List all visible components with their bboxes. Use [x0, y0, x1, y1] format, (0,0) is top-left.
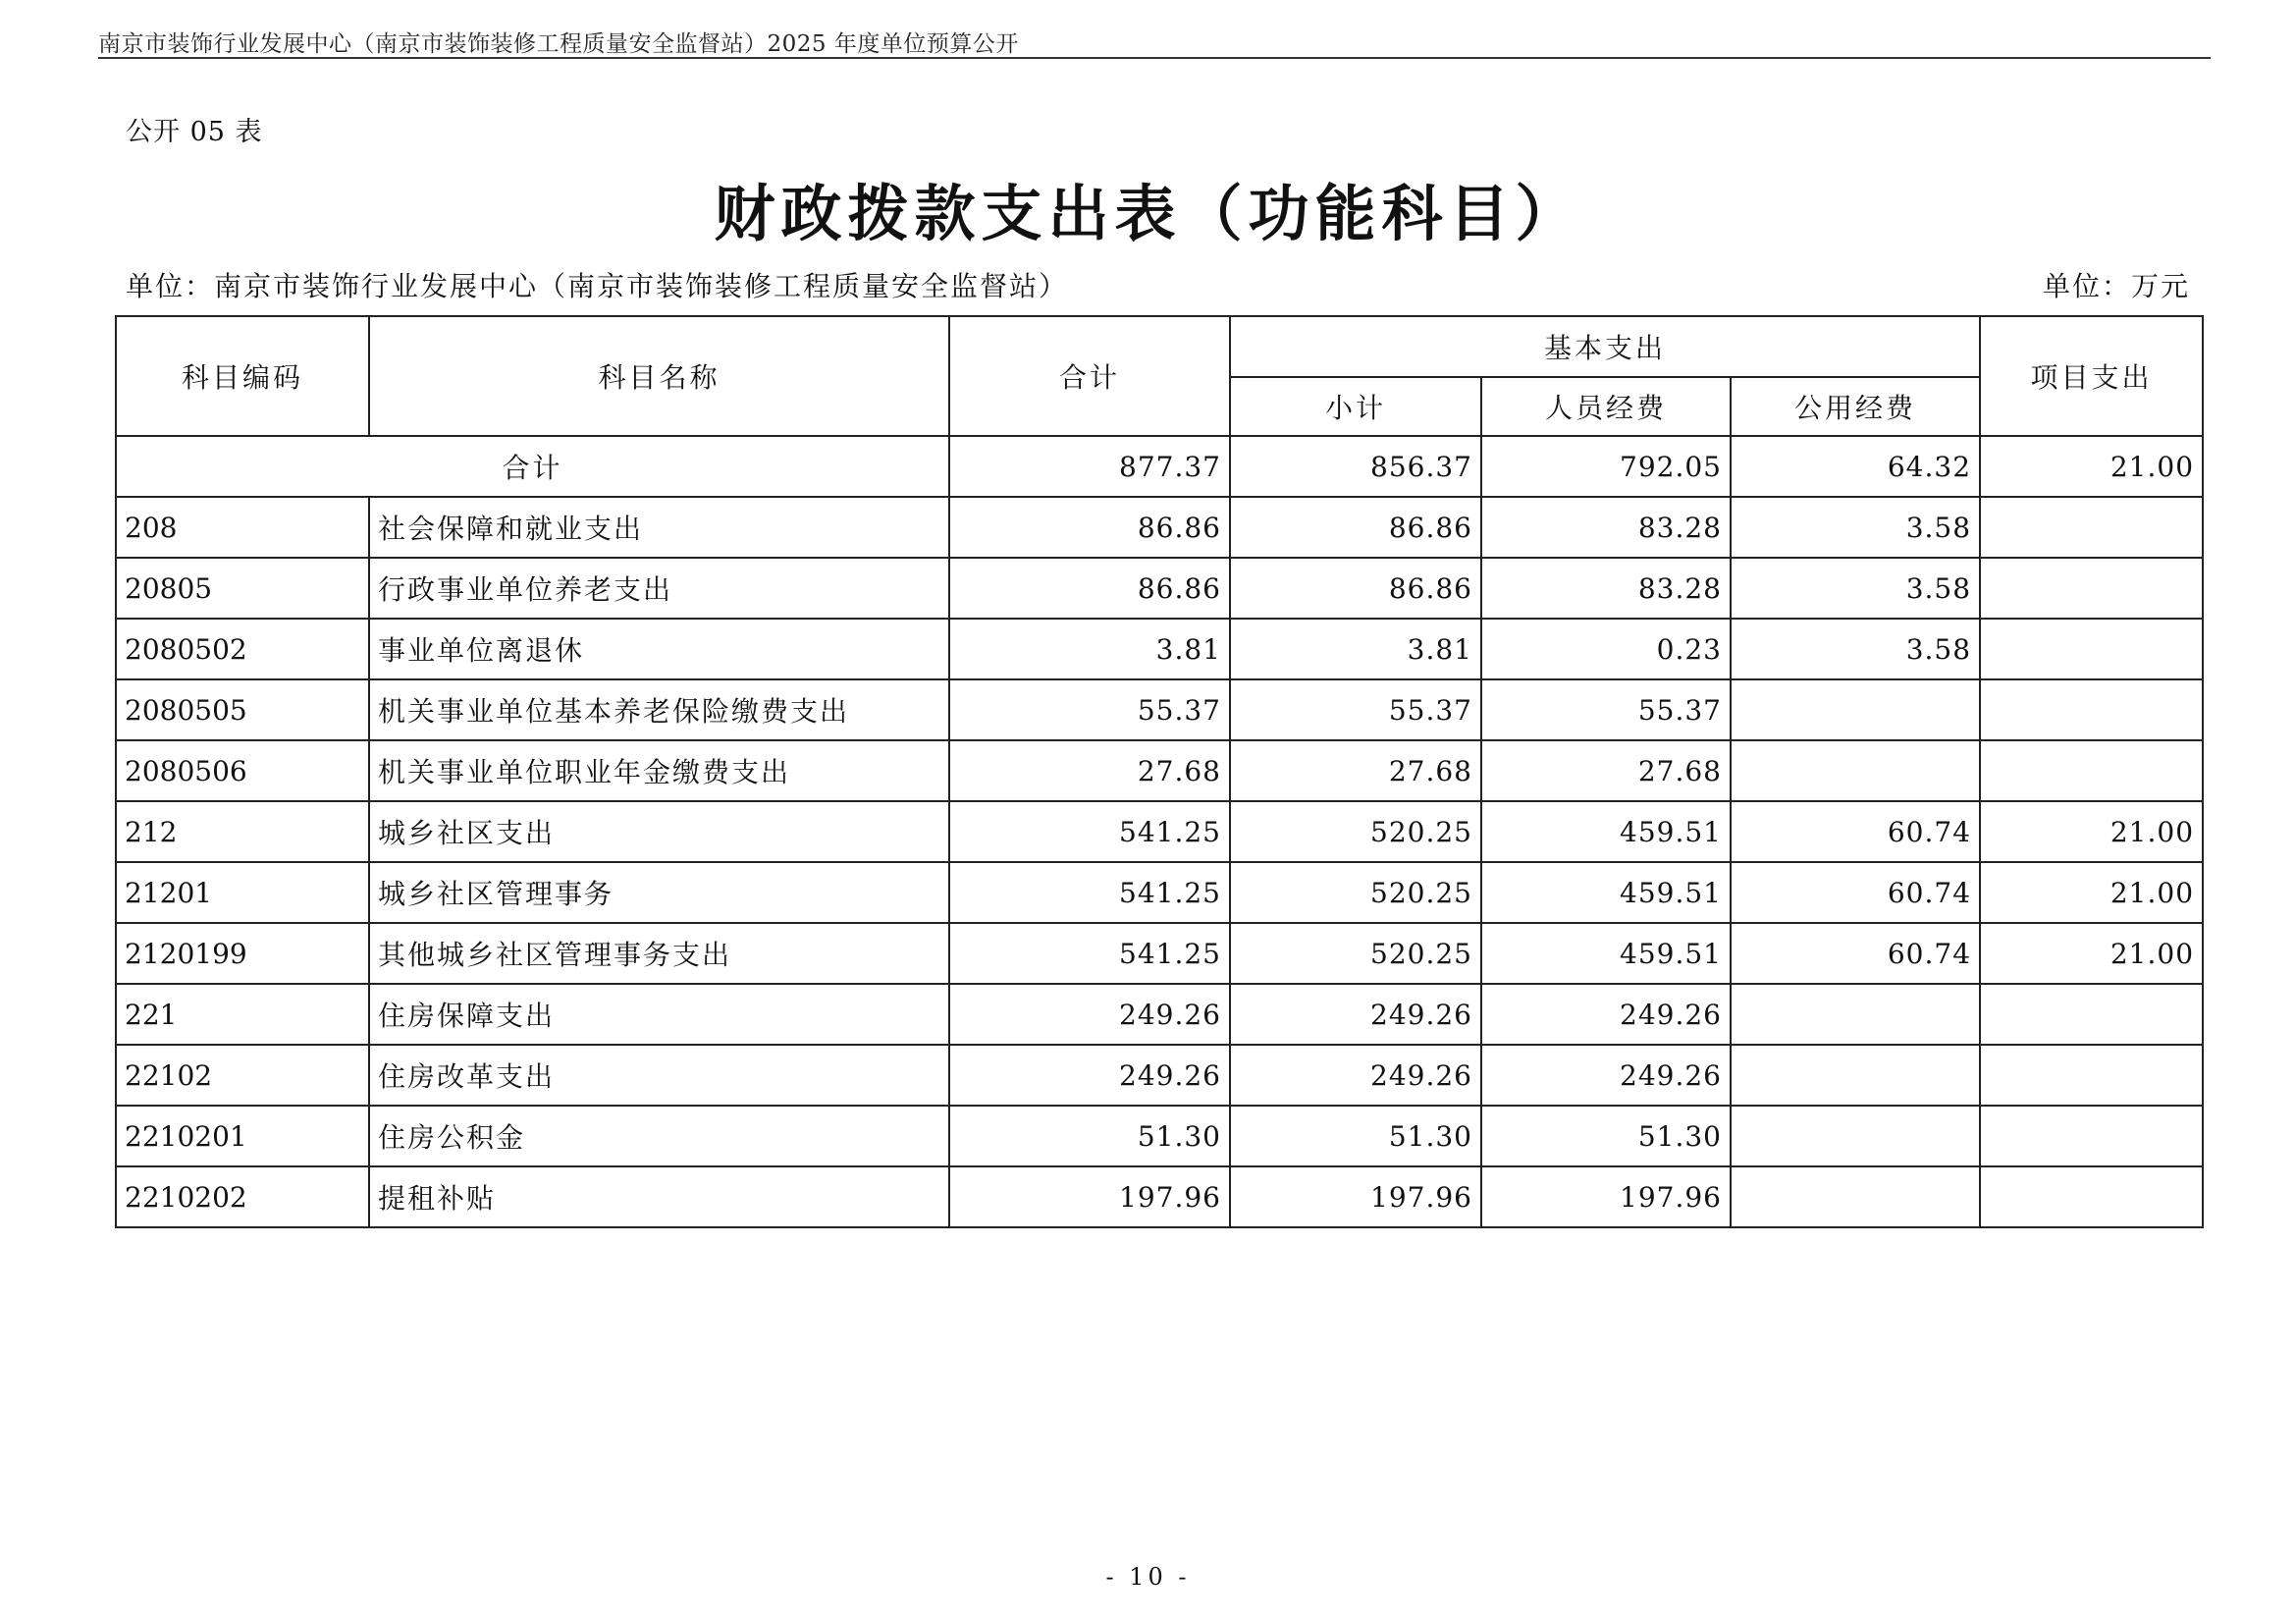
cell-subtotal: 55.37 — [1230, 679, 1481, 740]
cell-total: 541.25 — [949, 923, 1230, 984]
cell-subtotal: 86.86 — [1230, 497, 1481, 558]
cell-public — [1731, 1106, 1980, 1166]
running-header: 南京市装饰行业发展中心（南京市装饰装修工程质量安全监督站）2025 年度单位预算公开 — [98, 31, 1019, 57]
expenditure-table — [115, 315, 2204, 1228]
table-row — [116, 984, 2203, 1045]
total-personnel: 792.05 — [1481, 436, 1731, 497]
cell-name: 住房保障支出 — [369, 984, 949, 1045]
cell-subtotal: 51.30 — [1230, 1106, 1481, 1166]
cell-public — [1731, 1166, 1980, 1227]
col-header-code: 科目编码 — [116, 316, 369, 436]
total-public: 64.32 — [1731, 436, 1980, 497]
cell-subtotal: 249.26 — [1230, 984, 1481, 1045]
cell-name: 住房公积金 — [369, 1106, 949, 1166]
cell-public: 60.74 — [1731, 801, 1980, 862]
cell-project — [1980, 1166, 2203, 1227]
cell-name: 城乡社区支出 — [369, 801, 949, 862]
cell-code: 2210202 — [116, 1166, 369, 1227]
cell-name: 机关事业单位基本养老保险缴费支出 — [369, 679, 949, 740]
cell-project — [1980, 984, 2203, 1045]
cell-code: 21201 — [116, 862, 369, 923]
cell-public — [1731, 740, 1980, 801]
cell-total: 541.25 — [949, 862, 1230, 923]
total-subtotal: 856.37 — [1230, 436, 1481, 497]
cell-subtotal: 520.25 — [1230, 862, 1481, 923]
cell-subtotal: 520.25 — [1230, 801, 1481, 862]
col-header-project: 项目支出 — [1980, 316, 2203, 436]
cell-total: 55.37 — [949, 679, 1230, 740]
cell-project — [1980, 497, 2203, 558]
table-row — [116, 1045, 2203, 1106]
cell-subtotal: 27.68 — [1230, 740, 1481, 801]
table-row — [116, 740, 2203, 801]
cell-total: 86.86 — [949, 558, 1230, 619]
cell-name: 城乡社区管理事务 — [369, 862, 949, 923]
cell-project — [1980, 740, 2203, 801]
total-row — [116, 436, 2203, 497]
table-row — [116, 558, 2203, 619]
cell-personnel: 55.37 — [1481, 679, 1731, 740]
cell-name: 事业单位离退休 — [369, 619, 949, 679]
cell-total: 541.25 — [949, 801, 1230, 862]
cell-code: 221 — [116, 984, 369, 1045]
cell-code: 2080506 — [116, 740, 369, 801]
table-number: 公开 05 表 — [126, 117, 263, 147]
cell-name: 机关事业单位职业年金缴费支出 — [369, 740, 949, 801]
cell-subtotal: 520.25 — [1230, 923, 1481, 984]
col-header-total: 合计 — [949, 316, 1230, 436]
cell-personnel: 51.30 — [1481, 1106, 1731, 1166]
unit-currency: 单位：万元 — [2042, 270, 2190, 302]
cell-name: 住房改革支出 — [369, 1045, 949, 1106]
cell-public: 3.58 — [1731, 558, 1980, 619]
cell-code: 2080505 — [116, 679, 369, 740]
cell-total: 249.26 — [949, 1045, 1230, 1106]
cell-name: 其他城乡社区管理事务支出 — [369, 923, 949, 984]
cell-personnel: 27.68 — [1481, 740, 1731, 801]
header-divider — [98, 57, 2211, 59]
table-row — [116, 679, 2203, 740]
total-label: 合计 — [116, 436, 949, 497]
cell-code: 2210201 — [116, 1106, 369, 1166]
cell-personnel: 83.28 — [1481, 497, 1731, 558]
col-header-subtotal: 小计 — [1230, 377, 1481, 436]
cell-subtotal: 3.81 — [1230, 619, 1481, 679]
cell-subtotal: 197.96 — [1230, 1166, 1481, 1227]
cell-project — [1980, 1106, 2203, 1166]
cell-personnel: 459.51 — [1481, 923, 1731, 984]
cell-personnel: 249.26 — [1481, 1045, 1731, 1106]
cell-total: 249.26 — [949, 984, 1230, 1045]
cell-project — [1980, 1045, 2203, 1106]
cell-subtotal: 86.86 — [1230, 558, 1481, 619]
cell-name: 社会保障和就业支出 — [369, 497, 949, 558]
cell-project: 21.00 — [1980, 862, 2203, 923]
col-header-name: 科目名称 — [369, 316, 949, 436]
total-total: 877.37 — [949, 436, 1230, 497]
page-number: - 10 - — [1105, 1563, 1191, 1591]
cell-code: 208 — [116, 497, 369, 558]
cell-total: 51.30 — [949, 1106, 1230, 1166]
col-header-basic: 基本支出 — [1230, 316, 1980, 377]
page-title: 财政拨款支出表（功能科目） — [714, 178, 1582, 249]
cell-project: 21.00 — [1980, 801, 2203, 862]
table-row — [116, 923, 2203, 984]
cell-personnel: 0.23 — [1481, 619, 1731, 679]
cell-public: 3.58 — [1731, 497, 1980, 558]
unit-organization: 单位：南京市装饰行业发展中心（南京市装饰装修工程质量安全监督站） — [126, 270, 1069, 302]
cell-code: 22102 — [116, 1045, 369, 1106]
cell-code: 20805 — [116, 558, 369, 619]
cell-total: 86.86 — [949, 497, 1230, 558]
cell-project — [1980, 558, 2203, 619]
cell-subtotal: 249.26 — [1230, 1045, 1481, 1106]
cell-public: 60.74 — [1731, 923, 1980, 984]
table-row — [116, 619, 2203, 679]
col-header-public: 公用经费 — [1731, 377, 1980, 436]
col-header-personnel: 人员经费 — [1481, 377, 1731, 436]
table-row — [116, 801, 2203, 862]
cell-total: 3.81 — [949, 619, 1230, 679]
cell-public — [1731, 984, 1980, 1045]
cell-code: 2080502 — [116, 619, 369, 679]
table-row — [116, 1166, 2203, 1227]
cell-total: 27.68 — [949, 740, 1230, 801]
table-row — [116, 1106, 2203, 1166]
cell-personnel: 459.51 — [1481, 801, 1731, 862]
cell-project: 21.00 — [1980, 923, 2203, 984]
cell-personnel: 83.28 — [1481, 558, 1731, 619]
cell-project — [1980, 619, 2203, 679]
cell-public: 60.74 — [1731, 862, 1980, 923]
cell-name: 行政事业单位养老支出 — [369, 558, 949, 619]
total-project: 21.00 — [1980, 436, 2203, 497]
cell-public — [1731, 1045, 1980, 1106]
cell-personnel: 459.51 — [1481, 862, 1731, 923]
table-row — [116, 862, 2203, 923]
cell-project — [1980, 679, 2203, 740]
cell-public — [1731, 679, 1980, 740]
table-row — [116, 497, 2203, 558]
cell-public: 3.58 — [1731, 619, 1980, 679]
cell-personnel: 249.26 — [1481, 984, 1731, 1045]
cell-code: 2120199 — [116, 923, 369, 984]
cell-total: 197.96 — [949, 1166, 1230, 1227]
cell-personnel: 197.96 — [1481, 1166, 1731, 1227]
cell-code: 212 — [116, 801, 369, 862]
cell-name: 提租补贴 — [369, 1166, 949, 1227]
